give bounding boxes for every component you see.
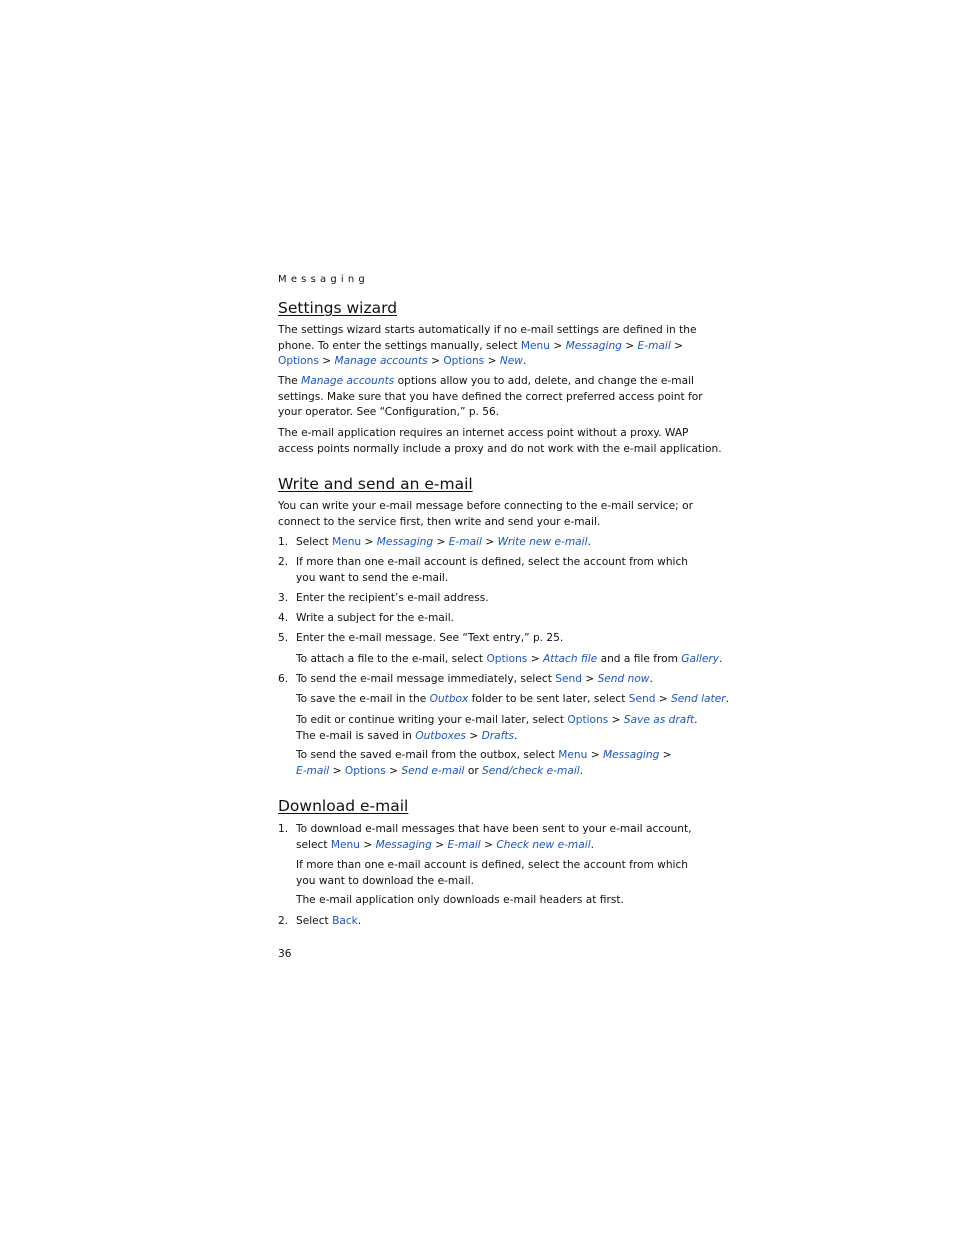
- text-line: If more than one e-mail account is defined, select the account from which: [296, 556, 689, 568]
- text-line: [278, 339, 684, 355]
- edit-later-note: [296, 713, 698, 744]
- step-number: 4.: [278, 612, 289, 624]
- settings-wizard-paragraph-1: [278, 323, 697, 370]
- separator: >: [674, 339, 684, 352]
- punctuation: .: [587, 536, 591, 548]
- separator: >: [435, 838, 445, 851]
- punctuation: .: [514, 729, 518, 742]
- menu-key: Menu: [330, 838, 360, 851]
- text: To save the e-mail in the: [296, 693, 430, 705]
- download-multi-account-note: [296, 858, 689, 889]
- text-line: settings. Make sure that you have defined the correct preferred access point for: [278, 390, 703, 403]
- separator: >: [658, 693, 668, 705]
- punctuation: .: [694, 714, 698, 726]
- text: Select: [296, 536, 333, 548]
- outboxes-item: Outboxes: [415, 729, 466, 742]
- text-line: [296, 652, 723, 668]
- text: folder to be sent later, select: [468, 693, 629, 705]
- text-line: [296, 764, 678, 780]
- text-line: [296, 838, 678, 854]
- text: Select: [296, 915, 333, 927]
- send-check-email-item: Send/check e-mail: [482, 764, 580, 777]
- settings-wizard-heading: Settings wizard: [278, 299, 398, 317]
- text: To attach a file to the e-mail, select: [296, 653, 487, 665]
- menu-key: Menu: [520, 339, 550, 352]
- write-send-step-4: [278, 611, 678, 627]
- text: The: [278, 375, 302, 387]
- separator: >: [530, 653, 540, 665]
- text-line: you want to download the e-mail.: [296, 874, 474, 887]
- text: The e-mail is saved in: [296, 729, 416, 742]
- step-number: 2.: [278, 915, 289, 927]
- punctuation: .: [725, 693, 729, 705]
- save-later-note: [296, 692, 729, 708]
- send-key: Send: [628, 693, 656, 705]
- write-send-step-2: [278, 555, 689, 586]
- drafts-item: Drafts: [481, 729, 515, 742]
- text: To edit or continue writing your e-mail later, select: [296, 714, 568, 726]
- text-line: [296, 729, 678, 745]
- separator: >: [553, 339, 563, 352]
- write-send-intro: [278, 499, 693, 530]
- manage-accounts-item: Manage accounts: [334, 355, 428, 367]
- write-new-email-item: Write new e-mail: [497, 536, 588, 548]
- text: or: [464, 764, 483, 777]
- text: phone. To enter the settings manually, select: [278, 339, 521, 352]
- messaging-item: Messaging: [603, 749, 660, 761]
- text-line: The e-mail application only downloads e-mail headers at first.: [296, 894, 624, 906]
- options-key: Options: [486, 653, 528, 665]
- menu-key: Menu: [558, 749, 588, 761]
- download-heading: Download e-mail: [278, 797, 409, 815]
- email-item: E-mail: [447, 838, 481, 851]
- separator: >: [625, 339, 635, 352]
- separator: >: [485, 536, 495, 548]
- options-key: Options: [344, 764, 386, 777]
- separator: >: [611, 714, 621, 726]
- text-line: The settings wizard starts automatically if no e-mail settings are defined in the: [278, 324, 697, 336]
- separator: >: [363, 838, 373, 851]
- save-as-draft-item: Save as draft: [623, 714, 695, 726]
- write-send-heading: Write and send an e-mail: [278, 475, 473, 493]
- text: To send the saved e-mail from the outbox, select: [296, 749, 559, 761]
- step-number: 2.: [278, 556, 289, 568]
- download-step-2: [278, 914, 678, 930]
- messaging-item: Messaging: [375, 838, 432, 851]
- separator: >: [332, 764, 342, 777]
- text: and a file from: [597, 653, 682, 665]
- separator: >: [389, 764, 398, 777]
- separator: >: [322, 355, 332, 367]
- text-line: [296, 692, 729, 708]
- text-line: To download e-mail messages that have been sent to your e-mail account,: [296, 823, 692, 835]
- email-item: E-mail: [637, 339, 671, 352]
- send-key: Send: [555, 673, 582, 685]
- options-key: Options: [443, 355, 485, 367]
- write-send-step-3: [278, 591, 678, 607]
- text-line: The e-mail application requires an internet access point without a proxy. WAP: [278, 427, 689, 439]
- step-number: 3.: [278, 592, 289, 604]
- options-key: Options: [567, 714, 609, 726]
- punctuation: .: [357, 915, 362, 927]
- manage-accounts-item: Manage accounts: [301, 375, 395, 387]
- text-line: your operator. See “Configuration,” p. 56.: [278, 406, 500, 418]
- text-line: Write a subject for the e-mail.: [296, 612, 455, 624]
- separator: >: [436, 536, 446, 548]
- separator: >: [487, 355, 497, 367]
- step-number: 1.: [278, 823, 289, 835]
- step-number: 5.: [278, 632, 289, 644]
- text-line: If more than one e-mail account is defined, select the account from which: [296, 859, 689, 871]
- text-line: [296, 535, 678, 551]
- send-now-item: Send now: [597, 673, 650, 685]
- text-line: [296, 748, 678, 764]
- text-line: Enter the e-mail message. See “Text entry,” p. 25.: [296, 632, 564, 644]
- text-line: access points normally include a proxy and do not work with the e-mail application.: [278, 442, 722, 455]
- outbox-item: Outbox: [429, 693, 469, 705]
- separator: >: [484, 838, 493, 851]
- separator: >: [431, 355, 440, 367]
- send-saved-note: [296, 748, 678, 779]
- messaging-item: Messaging: [565, 339, 622, 352]
- back-key: Back: [332, 915, 358, 927]
- messaging-item: Messaging: [376, 536, 434, 548]
- gallery-item: Gallery: [681, 653, 720, 665]
- attach-file-item: Attach file: [542, 653, 598, 665]
- separator: >: [585, 673, 595, 685]
- step-number: 1.: [278, 536, 289, 548]
- check-new-email-item: Check new e-mail: [496, 838, 591, 851]
- separator: >: [364, 536, 374, 548]
- step-number: 6.: [278, 673, 289, 685]
- punctuation: .: [522, 355, 527, 367]
- text-line: you want to send the e-mail.: [296, 571, 449, 584]
- email-item: E-mail: [448, 536, 482, 548]
- options-key: Options: [278, 355, 319, 367]
- email-item: E-mail: [296, 764, 330, 777]
- text: options allow you to add, delete, and change the e-mail: [394, 375, 694, 387]
- attach-file-note: [296, 652, 723, 668]
- separator: >: [469, 729, 479, 742]
- write-send-step-1: [278, 535, 678, 551]
- separator: >: [662, 749, 672, 761]
- download-step-1: [278, 822, 692, 853]
- download-headers-note: [296, 893, 678, 909]
- write-send-step-6: [278, 672, 678, 688]
- settings-wizard-paragraph-3: [278, 426, 722, 457]
- page-number: 36: [278, 948, 292, 960]
- text-line: connect to the service first, then write and send your e-mail.: [278, 515, 601, 528]
- separator: >: [590, 749, 600, 761]
- text-line: [278, 374, 694, 390]
- running-head: Messaging: [278, 274, 369, 285]
- menu-key: Menu: [332, 536, 362, 548]
- text-line: [278, 354, 678, 370]
- punctuation: .: [590, 838, 595, 851]
- send-email-item: Send e-mail: [401, 764, 465, 777]
- text: To send the e-mail message immediately, select: [296, 673, 556, 685]
- text-line: [296, 914, 678, 930]
- punctuation: .: [719, 653, 723, 665]
- punctuation: .: [579, 764, 584, 777]
- text-line: [296, 713, 698, 729]
- new-item: New: [499, 355, 523, 367]
- send-later-item: Send later: [671, 693, 726, 705]
- write-send-step-5: [278, 631, 678, 647]
- text-line: [296, 672, 678, 688]
- text-line: You can write your e-mail message before connecting to the e-mail service; or: [278, 500, 693, 512]
- punctuation: .: [649, 673, 653, 685]
- text-line: Enter the recipient’s e-mail address.: [296, 592, 489, 604]
- text: select: [296, 838, 331, 851]
- settings-wizard-paragraph-2: [278, 374, 703, 421]
